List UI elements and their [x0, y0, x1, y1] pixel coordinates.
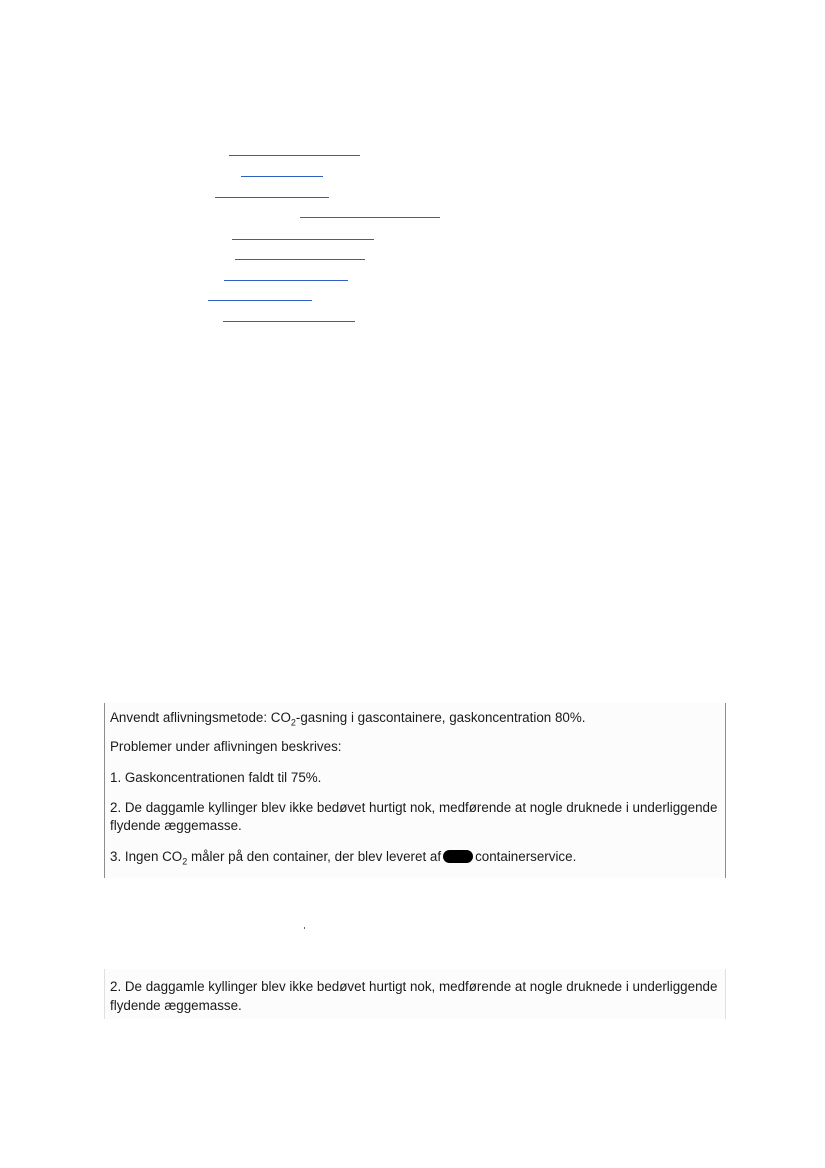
toc-link-8[interactable] [208, 300, 312, 301]
problem-2-line-2: flydende æggemasse. [110, 818, 242, 833]
method-line: Anvendt aflivningsmetode: $CO_2$-gasning i gascontainere, gaskoncentration 80%. [110, 710, 586, 728]
toc-link-3[interactable] [215, 197, 329, 198]
problems-heading: Problemer under aflivningen beskrives: [110, 739, 342, 754]
toc-link-4[interactable] [300, 217, 440, 218]
scan-speck [304, 927, 305, 929]
toc-link-6[interactable] [235, 259, 365, 260]
problem-2-line-1: 2. De daggamle kyllinger blev ikke bedøvet hurtigt nok, medførende at nogle druknede i underliggende [110, 800, 718, 815]
redaction-mark [443, 850, 473, 863]
detail-line-2: flydende æggemasse. [110, 998, 242, 1013]
scanned-excerpt-detail [104, 969, 726, 1019]
toc-link-9[interactable] [223, 321, 355, 322]
toc-link-5[interactable] [232, 239, 374, 240]
problem-3: 3. Ingen $CO_2$ måler på den container, der blev leveret af containerservice. [110, 849, 577, 867]
toc-link-1[interactable] [229, 155, 360, 156]
detail-line-1: 2. De daggamle kyllinger blev ikke bedøvet hurtigt nok, medførende at nogle druknede i underliggende [110, 979, 718, 994]
problem-1: 1. Gaskoncentrationen faldt til 75%. [110, 770, 322, 785]
toc-link-2[interactable] [241, 176, 323, 177]
toc-link-7[interactable] [224, 280, 348, 281]
scanned-excerpt-full [104, 703, 726, 878]
